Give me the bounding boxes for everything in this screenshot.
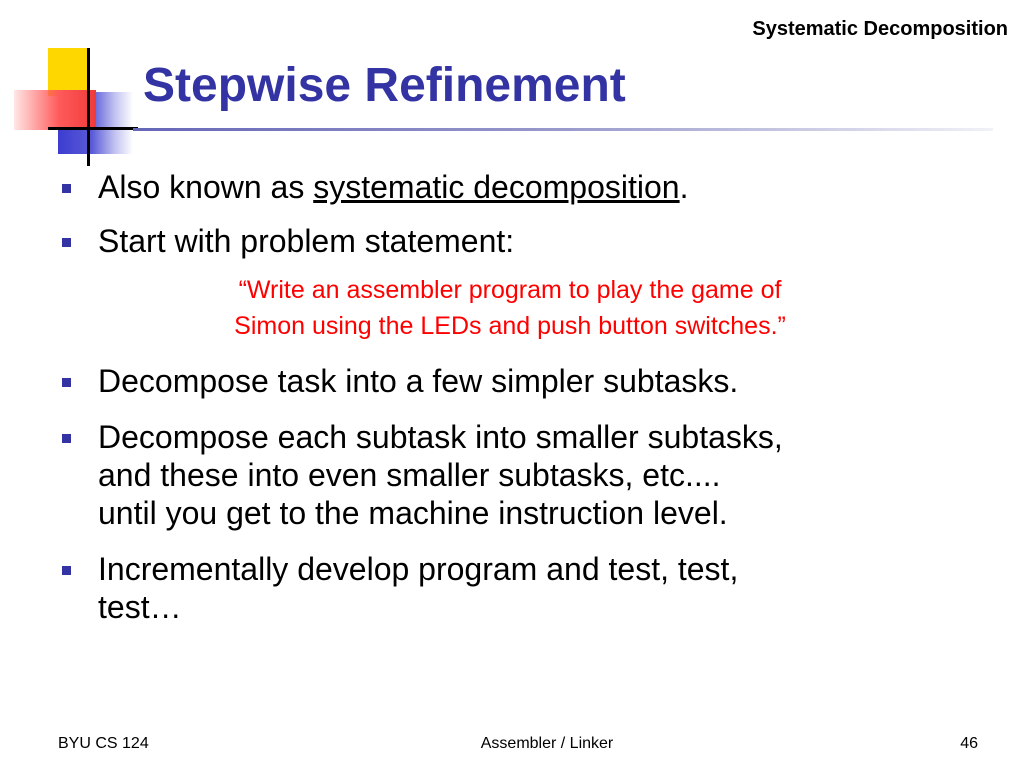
footer-page-number: 46 <box>960 735 978 752</box>
problem-statement-quote <box>120 272 900 344</box>
bullet-text-line: and these into even smaller subtasks, etc.... <box>98 457 721 493</box>
bullet-marker-icon <box>62 184 71 193</box>
bullet-text: Also known as <box>98 169 314 205</box>
bullet-marker-icon <box>62 238 71 247</box>
title-underline-rule <box>133 128 993 131</box>
decor-horizontal-line <box>48 127 138 130</box>
decor-red-bar <box>14 90 96 130</box>
bullet-item <box>60 362 980 400</box>
bullet-text-line: Decompose each subtask into smaller subtasks, <box>98 419 783 455</box>
section-title: Systematic Decomposition <box>752 18 1008 40</box>
bullet-text-line: until you get to the machine instruction level. <box>98 495 728 531</box>
bullet-marker-icon <box>62 378 71 387</box>
bullet-text-suffix: . <box>679 169 689 205</box>
footer-course: BYU CS 124 <box>58 735 149 752</box>
decor-yellow-square <box>48 48 88 96</box>
quote-line: “Write an assembler program to play the game of <box>238 276 782 304</box>
bullet-item <box>60 418 980 532</box>
bullet-item <box>60 550 980 626</box>
slide-body <box>60 165 980 626</box>
bullet-text-line: test… <box>98 589 182 625</box>
bullet-marker-icon <box>62 434 71 443</box>
bullet-text-line: Incrementally develop program and test, test, <box>98 551 739 587</box>
emphasis-text: systematic decomposition <box>313 169 680 205</box>
bullet-marker-icon <box>62 566 71 575</box>
bullet-item <box>60 222 980 260</box>
quote-line: Simon using the LEDs and push button switches.” <box>234 312 786 340</box>
bullet-text: Decompose task into a few simpler subtasks. <box>98 363 739 399</box>
bullet-text: Start with problem statement: <box>98 223 515 259</box>
slide-title: Stepwise Refinement <box>143 59 626 112</box>
footer-topic: Assembler / Linker <box>480 735 614 752</box>
bullet-item <box>60 168 980 206</box>
decor-vertical-line <box>87 48 90 166</box>
